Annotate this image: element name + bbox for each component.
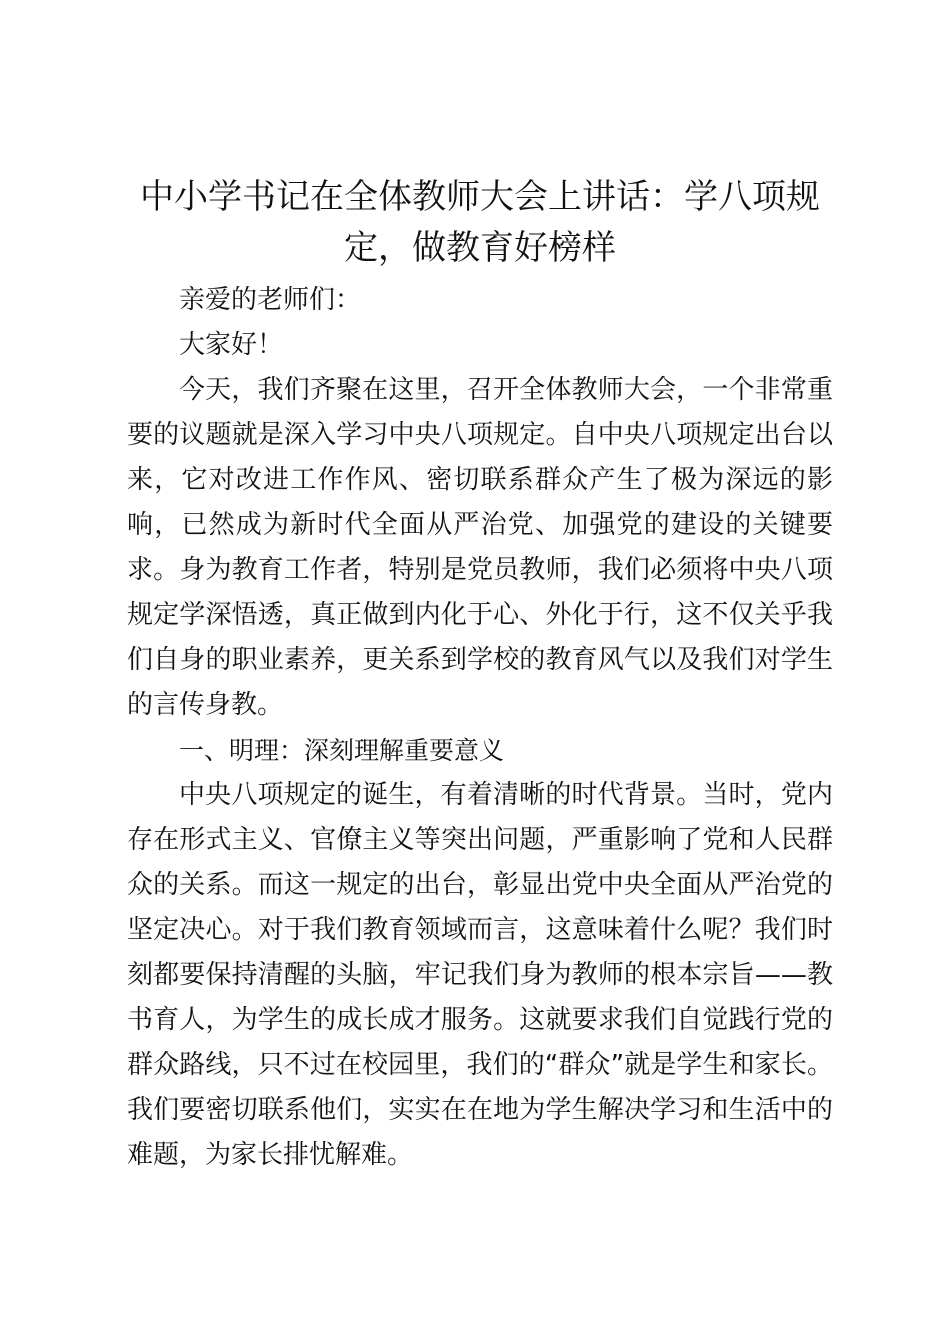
document-body (127, 172, 833, 1178)
greeting: 大家好！ (179, 330, 284, 360)
document-title: 中小学书记在全体教师大会上讲话：学八项规定，做教育好榜样 (140, 177, 820, 268)
section-heading-1: 一、明理：深刻理解重要意义 (179, 736, 505, 765)
section-1-paragraph: 中央八项规定的诞生，有着清晰的时代背景。当时，党内存在形式主义、官僚主义等突出问题，严重影响了党和人民群众的关系。而这一规定的出台，彰显出党中央全面从严治党的坚定决心。对于我们教育领域而言，这意味着什么呢？我们时刻都要保持清醒的头脑，牢记我们身为教师的根本宗旨——教书育人，为学生的成长成才服务。这就要求我们自觉践行党的群众路线，只不过在校园里，我们的“群众”就是学生和家长。我们要密切联系他们，实实在在地为学生解决学习和生活中的难题，为家长排忧解难。 (127, 780, 833, 1170)
intro-paragraph: 今天，我们齐聚在这里，召开全体教师大会，一个非常重要的议题就是深入学习中央八项规定。自中央八项规定出台以来，它对改进工作作风、密切联系群众产生了极为深远的影响，已然成为新时代全面从严治党、加强党的建设的关键要求。身为教育工作者，特别是党员教师，我们必须将中央八项规定学深悟透，真正做到内化于心、外化于行，这不仅关乎我们自身的职业素养，更关系到学校的教育风气以及我们对学生的言传身教。 (127, 375, 833, 720)
salutation: 亲爱的老师们： (179, 285, 362, 315)
